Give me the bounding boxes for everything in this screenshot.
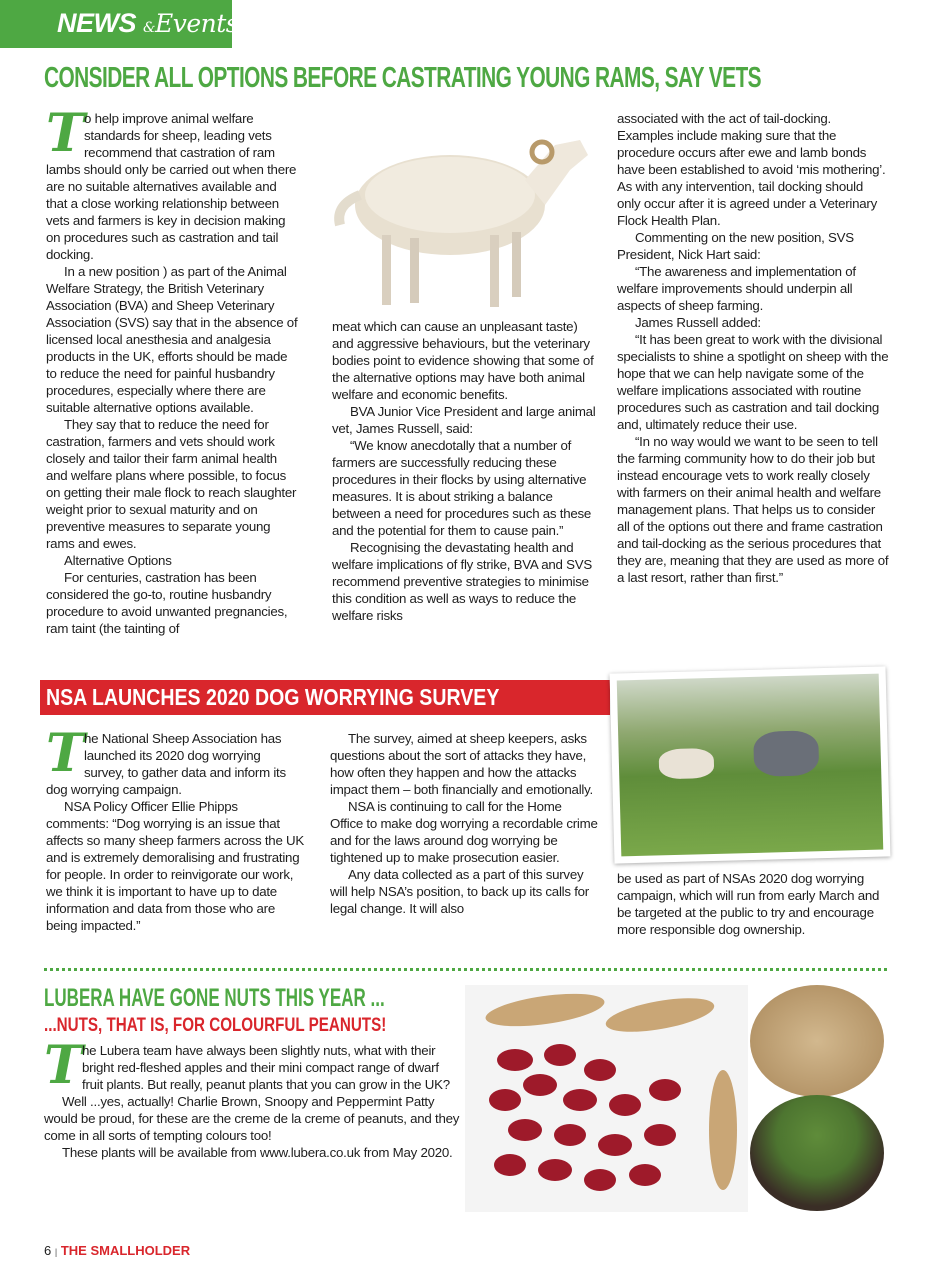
divider	[44, 968, 887, 971]
paragraph: NSA is continuing to call for the Home Office to make dog worrying a recordable crime and for the laws around dog worrying be tightened up to make prosecution easier.	[330, 799, 598, 865]
article2-column-3	[617, 870, 887, 938]
paragraph: “In no way would we want to be seen to tell the farming community how to do their job but instead encourage vets to work really closely with farmers on their animal health and welfare management plans. That helps us to consider all of the options out there and frame castration and tail-docking as the serious procedures that they are, meaning that they are used as more of a last resort, rather than first.”	[617, 434, 889, 585]
paragraph: The survey, aimed at sheep keepers, asks questions about the sort of attacks they have, how often they happen and how the attacks impact them – both financially and emotionally.	[330, 731, 593, 797]
paragraph: Recognising the devastating health and welfare implications of fly strike, BVA and SVS recommend preventive strategies to minimise this condition as well as ways to reduce the welfare risks	[332, 540, 592, 623]
article1-column-1	[46, 103, 300, 637]
peanut-pods-photo	[750, 985, 884, 1097]
paragraph: Well ...yes, actually! Charlie Brown, Snoopy and Peppermint Patty would be proud, for these are the creme de la creme of peanuts, and they come in all sorts of tempting colours too!	[44, 1094, 460, 1143]
article3-headline: LUBERA HAVE GONE NUTS THIS YEAR ...	[44, 984, 385, 1012]
dogs-photo	[610, 666, 891, 863]
paragraph: “We know anecdotally that a number of farmers are successfully reducing these procedures in their flocks by using alternative measures. It is about striking a balance between a need for procedures such as these and the potential for them to cause pain.”	[332, 438, 592, 538]
dog-grey	[753, 730, 819, 777]
paragraph: be used as part of NSAs 2020 dog worrying campaign, which will run from early March and be targeted at the public to try and encourage more responsible dog ownership.	[617, 871, 880, 937]
peanut-plant-photo	[750, 1095, 884, 1211]
paragraph: They say that to reduce the need for castration, farmers and vets should work closely and tailor their farm animal health and welfare plans where possible, to focus on getting their male flock to reach slaughter weight prior to sexual maturity and on preventive measures to separate young rams and ewes.	[46, 417, 297, 551]
peanuts-photo	[465, 985, 748, 1212]
paragraph: meat which can cause an unpleasant taste) and aggressive behaviours, but the veterinary bodies point to evidence showing that some of the alternative options may have both animal welfare and economic benefits.	[332, 319, 594, 402]
paragraph: “It has been great to work with the divisional specialists to shine a spotlight on sheep with the hope that we can help navigate some of the welfare implications associated with routine procedures such as castration and tail docking and, ultimately reduce their use.	[617, 332, 889, 432]
paragraph: Commenting on the new position, SVS President, Nick Hart said:	[617, 230, 854, 262]
article2-column-2	[330, 730, 598, 917]
paragraph: he National Sheep Association has launched its 2020 dog worrying survey, to gather data and inform its dog worrying campaign.	[46, 731, 286, 797]
drop-cap: T	[46, 723, 85, 784]
article1-column-2	[332, 318, 596, 624]
paragraph: “The awareness and implementation of welfare improvements should underpin all aspects of sheep farming.	[617, 264, 856, 313]
article-headline: CONSIDER ALL OPTIONS BEFORE CASTRATING YOUNG RAMS, SAY VETS	[44, 62, 762, 94]
paragraph: he Lubera team have always been slightly nuts, what with their bright red-fleshed apples and their mini compact range of dwarf fruit plants. But really, peanut plants that you can grow in the UK?	[82, 1043, 450, 1092]
paragraph: NSA Policy Officer Ellie Phipps comments: “Dog worrying is an issue that affects so many sheep farmers across the UK and is extremely demoralising and frustrating for people. In order to reinvigorate our work, we think it is important to have up to date information and data from those who are being impacted.”	[46, 799, 305, 933]
article2-headline-bar	[40, 680, 610, 715]
article1-column-3	[617, 110, 889, 586]
page-number: 6	[44, 1243, 52, 1258]
page-footer	[44, 1243, 190, 1258]
magazine-name: THE SMALLHOLDER	[60, 1243, 191, 1258]
drop-cap: T	[44, 1035, 83, 1096]
paragraph: These plants will be available from www.lubera.co.uk from May 2020.	[62, 1145, 453, 1160]
paragraph: BVA Junior Vice President and large animal vet, James Russell, said:	[332, 404, 596, 436]
paragraph: James Russell added:	[635, 315, 761, 330]
section-title: NEWS &Events	[57, 8, 239, 38]
paragraph: In a new position ) as part of the Animal Welfare Strategy, the British Veterinary Association (BVA) and Sheep Veterinary Association (SVS) say that in the absence of licensed local anesthesia and analgesia products in the UK, efforts should be made to reduce the need for painful husbandry procedures, especially where there are suitable alternative options available.	[46, 264, 298, 415]
paragraph: associated with the act of tail-docking. Examples include making sure that the procedure occurs after ewe and lamb bonds have been established to avoid ‘mis mothering’. As with any intervention, tail docking should only occur after it is agreed under a Veterinary Flock Health Plan.	[617, 111, 886, 228]
separator: |	[54, 1247, 58, 1257]
dog-white	[659, 748, 715, 779]
section-banner	[0, 0, 239, 48]
paragraph: For centuries, castration has been considered the go-to, routine husbandry procedure to avoid unwanted pregnancies, ram taint (the tainting of	[46, 570, 288, 636]
article3-body	[44, 1035, 462, 1161]
sheep-photo	[330, 110, 592, 315]
article3-subheadline: ...NUTS, THAT IS, FOR COLOURFUL PEANUTS!	[44, 1015, 387, 1036]
article2-column-1	[46, 723, 305, 934]
paragraph: Any data collected as a part of this survey will help NSA’s position, to back up its calls for legal change. It will also	[330, 867, 589, 916]
article2-headline: NSA LAUNCHES 2020 DOG WORRYING SURVEY	[46, 684, 500, 710]
paragraph: o help improve animal welfare standards for sheep, leading vets recommend that castration of ram lambs should only be carried out when there are no suitable alternatives available and that a close working relationship between vets and farmers is key in decision making on procedures such as castration and tail docking.	[46, 111, 297, 262]
subheading: Alternative Options	[64, 553, 172, 568]
drop-cap: T	[46, 103, 85, 164]
